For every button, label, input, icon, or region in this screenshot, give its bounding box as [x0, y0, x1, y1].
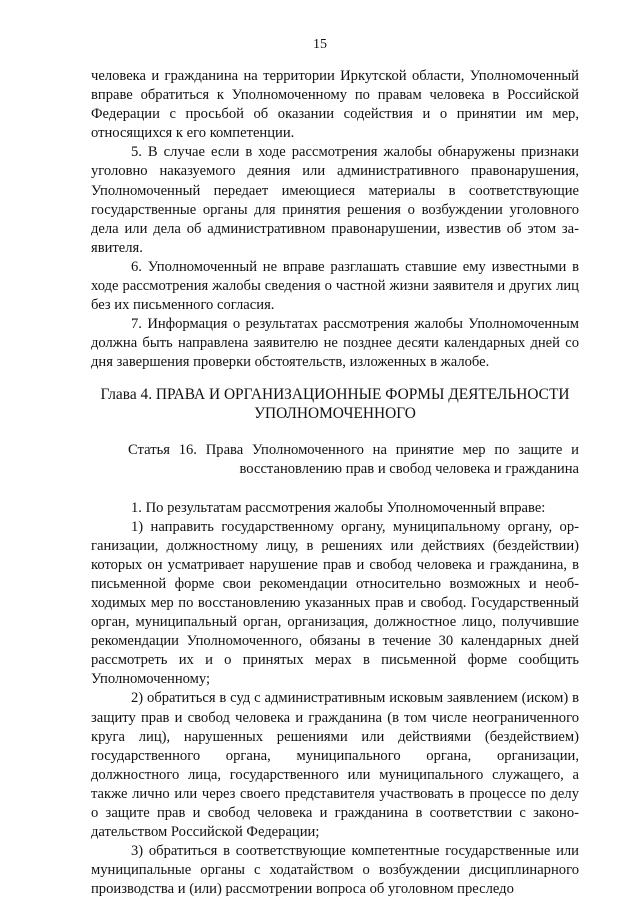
article-intro: 1. По результатам рассмотрения жалобы Уполномоченный вправе:: [131, 499, 546, 516]
article-heading-line-1: Статья 16. Права Уполномоченного на принятие мер по защите и: [128, 441, 579, 458]
paragraph-5: 5. В случае если в ходе рассмотрения жалобы обнаружены признаки уголовно наказуемого деяния или административного правонарушения, Уполномоченный передает имеющиеся материалы в соответствующие государственные органы для принятия решения о возбуждении уголовного дела или дела об административном правонарушении, известив об этом заявителя.: [91, 144, 579, 256]
article-heading: [128, 441, 579, 479]
article-heading-line-2: восстановлению прав и свобод человека и гражданина: [239, 460, 579, 477]
paragraph-continuation: человека и гражданина на территории Иркутской области, Уполномоченный вправе обратиться к Уполномоченному по правам человека в Российской Федерации с просьбой об оказании содействия и о принятии им мер, относящихся к его компетенции.: [91, 68, 579, 142]
paragraph-7: 7. Информация о результатах рассмотрения жалобы Уполномоченным должна быть направлена заявителю не позднее десяти календарных дней со дня завершения проверки обстоятельств, изложенных в жалобе.: [91, 316, 579, 371]
article-item-1: 1) направить государственному органу, муниципальному органу, организации, должностному лицу, в решениях или действиях (бездействии) которых он усматривает нарушение прав и свобод человека и гражданина, в письменной форме свои рекомендации относительно возможных и необходимых мер по восстановлению указанных прав и свобод. Государственный орган, муниципальный орган, организация, должностное лицо, получившие рекомендации Уполномоченного, обязаны в течение 30 календарных дней рассмотреть их и о принятых мерах в письменной форме сообщить Уполномоченному;: [91, 518, 579, 688]
chapter-heading: Глава 4. ПРАВА И ОРГАНИЗАЦИОННЫЕ ФОРМЫ ДЕЯТЕЛЬНОСТИ УПОЛНОМОЧЕННОГО: [100, 385, 570, 422]
document-body: [91, 67, 579, 899]
page-number: 15: [313, 37, 327, 52]
article-item-2: 2) обратиться в суд с административным исковым заявлением (иском) в защиту прав и свобод человека и гражданина (в том числе неограниченного круга лиц), нарушенных решениями или действиями (бездействием) государственного органа, муниципального органа, организации, должностного лица, государственного или муниципального служащего, а также лично или через своего представителя участвовать в процессе по делу о защите прав и свобод человека и гражданина в соответствии с законодательством Российской Федерации;: [91, 690, 579, 841]
paragraph-6: 6. Уполномоченный не вправе разглашать ставшие ему известными в ходе рассмотрения жалобы сведения о частной жизни заявителя и других лиц без их письменного согласия.: [91, 258, 579, 314]
article-item-3: 3) обратиться в соответствующие компетентные государственные или муниципальные органы с ходатайством о возбуждении дисциплинарного производства и (или) рассмотрении вопроса об уголовном преследо: [91, 843, 579, 898]
